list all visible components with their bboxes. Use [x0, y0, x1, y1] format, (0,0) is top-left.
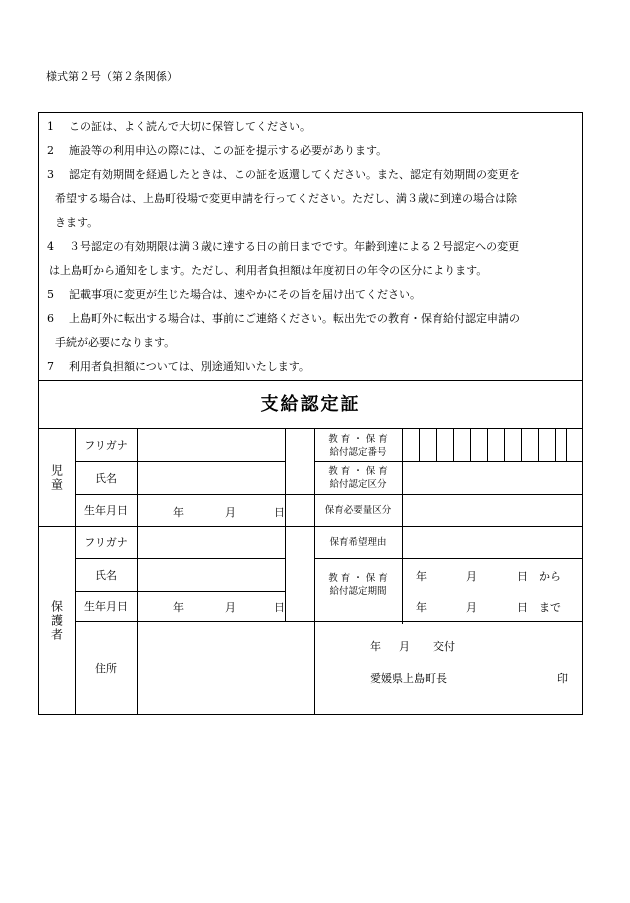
period-to-suffix: まで: [539, 601, 561, 614]
guardian-birth-day: 日: [274, 601, 285, 614]
period-from-month: 月: [466, 570, 477, 583]
period-from-year: 年: [416, 570, 427, 583]
digit-sep: [521, 429, 522, 461]
rule-v-right-label-guardian: [402, 526, 403, 624]
guardian-birth-year: 年: [173, 601, 184, 614]
note-5: 5 記載事項に変更が生じた場合は、速やかにその旨を届け出てください。: [47, 288, 421, 301]
digit-sep: [504, 429, 505, 461]
seal-mark: 印: [557, 672, 568, 685]
notes-section: [39, 113, 582, 381]
digit-sep: [555, 429, 556, 461]
period-from-suffix: から: [539, 570, 561, 583]
guardian-birth-label: 生年月日: [84, 600, 128, 613]
certificate-sheet: [38, 112, 583, 715]
note-1: 1 この証は、よく読んで大切に保管してください。: [47, 120, 311, 133]
child-section-label: 児童: [49, 463, 64, 492]
note-4: 4 ３号認定の有効期限は満３歳に達する日の前日までです。年齢到達による２号認定への変更 は上島町から通知をします。ただし、利用者負担額は年度初日の年令の区分によります。: [47, 240, 520, 277]
certificate-title: 支給認定証: [39, 381, 582, 429]
note-2: 2 施設等の利用申込の際には、この証を提示する必要があります。: [47, 144, 388, 157]
digit-sep: [487, 429, 488, 461]
note-3: 3 認定有効期間を経過したときは、この証を返還してください。また、認定有効期間の変更を 希望する場合は、上島町役場で変更申請を行ってください。ただし、満３歳に到達の場合は除 きます。: [47, 168, 520, 229]
cert-number-label: 教 育 ・ 保 育 給付認定番号: [328, 434, 388, 458]
guardian-section-label: 保護者: [49, 599, 64, 642]
digit-sep: [470, 429, 471, 461]
period-to-month: 月: [466, 601, 477, 614]
reason-label: 保育希望理由: [329, 536, 387, 548]
guardian-birth-month: 月: [225, 601, 236, 614]
digit-sep: [566, 429, 567, 461]
child-name-label: 氏名: [95, 471, 117, 485]
note-6: 6 上島町外に転出する場合は、事前にご連絡ください。転出先での教育・保育給付認定申請の 手続が必要になります。: [47, 312, 520, 349]
digit-sep: [453, 429, 454, 461]
rule-h-guard-right-1: [314, 558, 582, 559]
rule-h-guard-3: [75, 621, 582, 622]
guardian-name-label: 氏名: [95, 568, 117, 582]
issuer-name: 愛媛県上島町長: [370, 672, 447, 685]
child-furigana-label: フリガナ: [84, 439, 128, 452]
rule-v-value-end-guardian: [285, 526, 286, 621]
period-from-day: 日: [517, 570, 528, 583]
form-code: 様式第２号（第２条関係）: [46, 70, 178, 83]
child-birth-day: 日: [274, 506, 285, 519]
note-7: 7 利用者負担額については、別途通知いたします。: [47, 360, 310, 373]
child-birth-month: 月: [225, 506, 236, 519]
rule-v-label: [137, 429, 138, 715]
cert-category-label: 教 育 ・ 保 育 給付認定区分: [328, 466, 388, 490]
rule-v-value-end-child: [285, 429, 286, 526]
issue-label: 交付: [433, 640, 455, 653]
child-birth-label: 生年月日: [84, 504, 128, 517]
rule-v-right-label: [402, 429, 403, 526]
period-to-year: 年: [416, 601, 427, 614]
address-label: 住所: [95, 662, 117, 675]
digit-sep: [538, 429, 539, 461]
care-need-label: 保育必要量区分: [324, 504, 392, 516]
period-to-day: 日: [517, 601, 528, 614]
digit-sep: [436, 429, 437, 461]
guardian-furigana-label: フリガナ: [84, 536, 128, 549]
child-birth-year: 年: [173, 506, 184, 519]
issue-year: 年: [370, 640, 381, 653]
period-label: 教 育 ・ 保 育 給付認定期間: [328, 573, 388, 597]
digit-sep: [419, 429, 420, 461]
issue-month: 月: [399, 640, 410, 653]
